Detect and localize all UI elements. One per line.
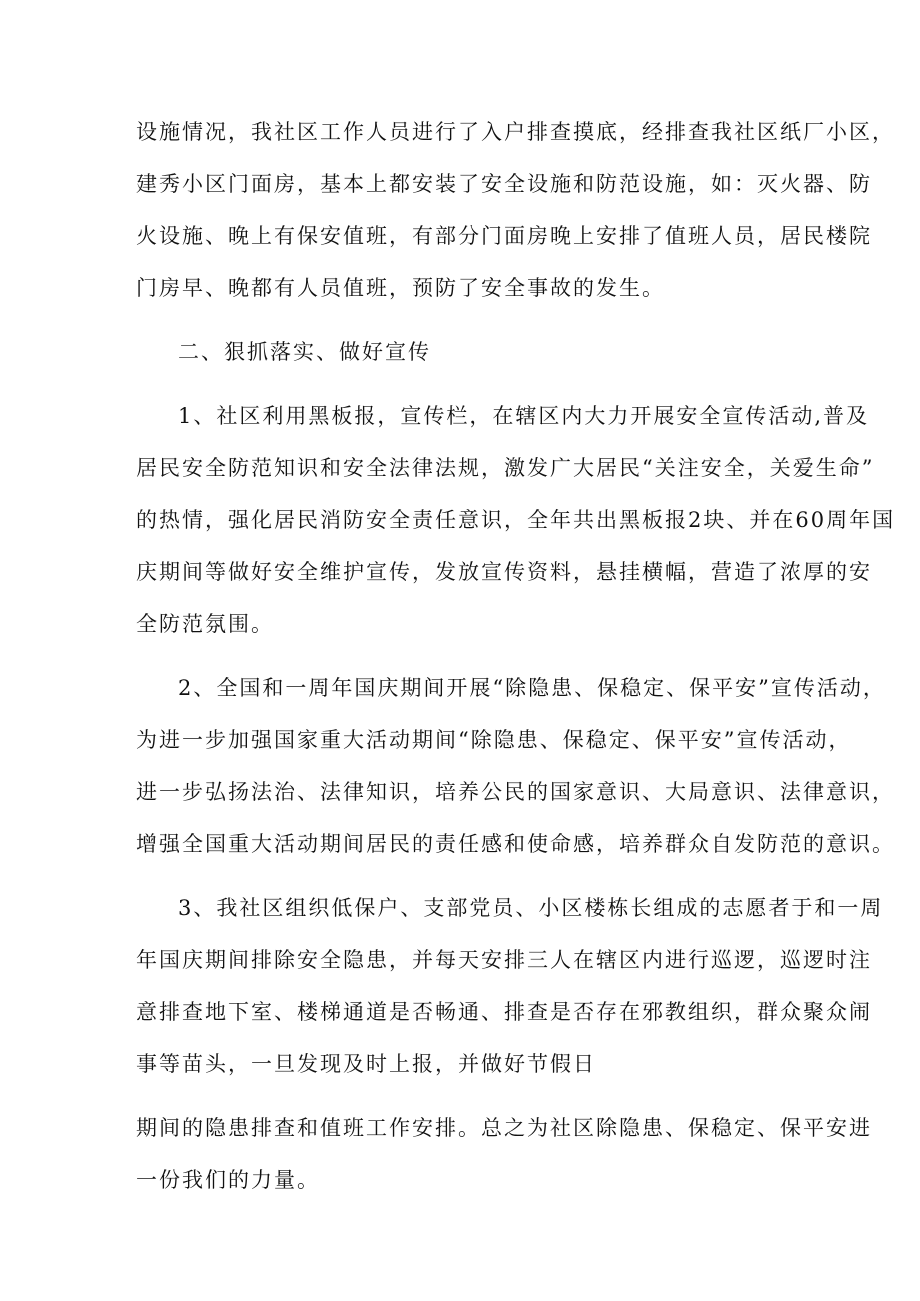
text-line: 期间的隐患排查和值班工作安排。总之为社区除隐患、保稳定、保平安进 bbox=[136, 1116, 872, 1140]
text-line: 设施情况，我社区工作人员进行了入户排查摸底，经排查我社区纸厂小区， bbox=[136, 120, 895, 144]
text-line: 门房早、晚都有人员值班，预防了安全事故的发生。 bbox=[136, 276, 665, 300]
text-line: 进一步弘扬法治、法律知识，培养公民的国家意识、大局意识、法律意识， bbox=[136, 780, 895, 804]
text-line: 3、我社区组织低保户、支部党员、小区楼栋长组成的志愿者于和一周 bbox=[178, 896, 884, 920]
heading-text: 二、狠抓落实、做好宣传 bbox=[178, 340, 431, 364]
text-line: 为进一步加强国家重大活动期间“除隐患、保稳定、保平安”宣传活动， bbox=[136, 728, 852, 752]
text-line: 全防范氛围。 bbox=[136, 612, 274, 636]
text-line: 的热情，强化居民消防安全责任意识，全年共出黑板报2块、并在60周年国 bbox=[136, 508, 896, 532]
text-line: 增强全国重大活动期间居民的责任感和使命感，培养群众自发防范的意识。 bbox=[136, 832, 895, 856]
text-line: 居民安全防范知识和安全法律法规，激发广大居民“关注安全，关爱生命” bbox=[136, 456, 875, 480]
text-line: 一份我们的力量。 bbox=[136, 1168, 320, 1192]
text-line: 2、全国和一周年国庆期间开展“除隐患、保稳定、保平安”宣传活动， bbox=[178, 676, 886, 700]
text-line: 建秀小区门面房，基本上都安装了安全设施和防范设施，如：灭火器、防 bbox=[136, 172, 872, 196]
text-line: 庆期间等做好安全维护宣传，发放宣传资料，悬挂横幅，营造了浓厚的安 bbox=[136, 560, 872, 584]
text-line: 1、社区利用黑板报，宣传栏，在辖区内大力开展安全宣传活动,普及 bbox=[178, 404, 870, 428]
text-line: 火设施、晚上有保安值班，有部分门面房晚上安排了值班人员，居民楼院 bbox=[136, 224, 872, 248]
text-line: 意排查地下室、楼梯通道是否畅通、排查是否存在邪教组织，群众聚众闹 bbox=[136, 1000, 872, 1024]
text-line: 年国庆期间排除安全隐患，并每天安排三人在辖区内进行巡逻，巡逻时注 bbox=[136, 948, 872, 972]
text-line: 事等苗头，一旦发现及时上报，并做好节假日 bbox=[136, 1052, 596, 1076]
